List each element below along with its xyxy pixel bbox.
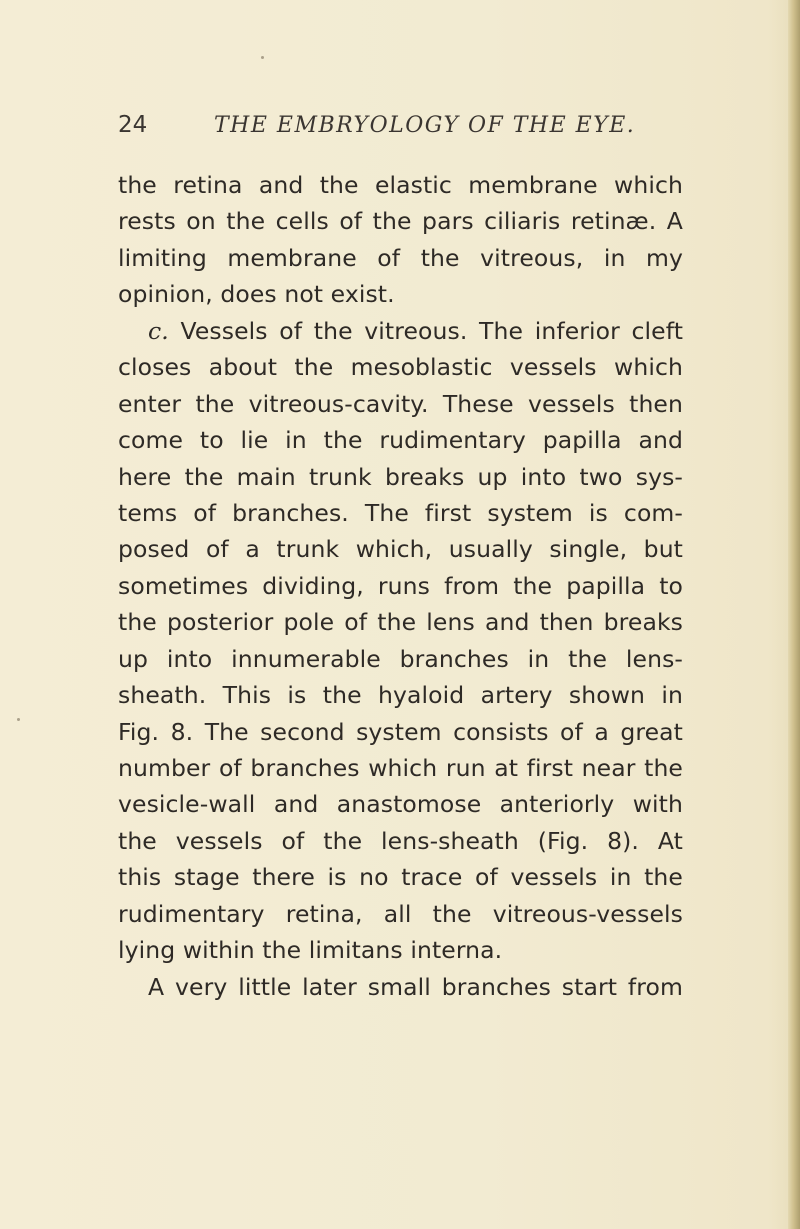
page-number: 24: [118, 112, 148, 138]
text-line: rudimentary retina, all the vitreous-vessels: [118, 899, 683, 928]
page-header: [118, 112, 636, 152]
text-line: this stage there is no trace of vessels in the: [118, 863, 683, 892]
text-line: A very little later small branches start from: [148, 972, 683, 1001]
text-line: posed of a trunk which, usually single, but: [118, 535, 683, 564]
text-line: tems of branches. The first system is com-: [118, 498, 683, 527]
text-line: here the main trunk breaks up into two sys-: [118, 462, 683, 491]
running-head: THE EMBRYOLOGY OF THE EYE.: [214, 113, 636, 138]
text-line: number of branches which run at first near the: [118, 754, 683, 782]
section-text: Vessels of the vitreous. The inferior cleft: [180, 316, 684, 345]
text-line: enter the vitreous-cavity. These vessels then: [118, 389, 683, 418]
paper-speck: [261, 56, 264, 59]
text-line: lying within the limitans interna.: [118, 936, 503, 965]
paper-speck: [17, 718, 20, 721]
text-line: the retina and the elastic membrane which: [118, 171, 683, 199]
section-line: [118, 313, 683, 349]
page-edge-shadow: [788, 0, 800, 1229]
text-line: come to lie in the rudimentary papilla and: [118, 426, 683, 455]
text-line: vesicle-wall and anastomose anteriorly with: [118, 790, 683, 819]
text-line: rests on the cells of the pars ciliaris retinæ. A: [118, 207, 683, 236]
text-line: closes about the mesoblastic vessels which: [118, 353, 683, 382]
text-line: limiting membrane of the vitreous, in my: [118, 243, 683, 272]
text-line: sheath. This is the hyaloid artery shown in: [118, 681, 683, 710]
text-line: the posterior pole of the lens and then breaks: [118, 608, 683, 637]
text-line: Fig. 8. The second system consists of a great: [118, 717, 683, 746]
text-line: sometimes dividing, runs from the papilla to: [118, 571, 683, 600]
section-marker: c.: [148, 316, 169, 345]
text-line: opinion, does not exist.: [118, 280, 395, 309]
text-line: up into innumerable branches in the lens-: [118, 644, 683, 673]
body-text: [118, 167, 683, 1005]
text-line: the vessels of the lens-sheath (Fig. 8). At: [118, 826, 683, 855]
